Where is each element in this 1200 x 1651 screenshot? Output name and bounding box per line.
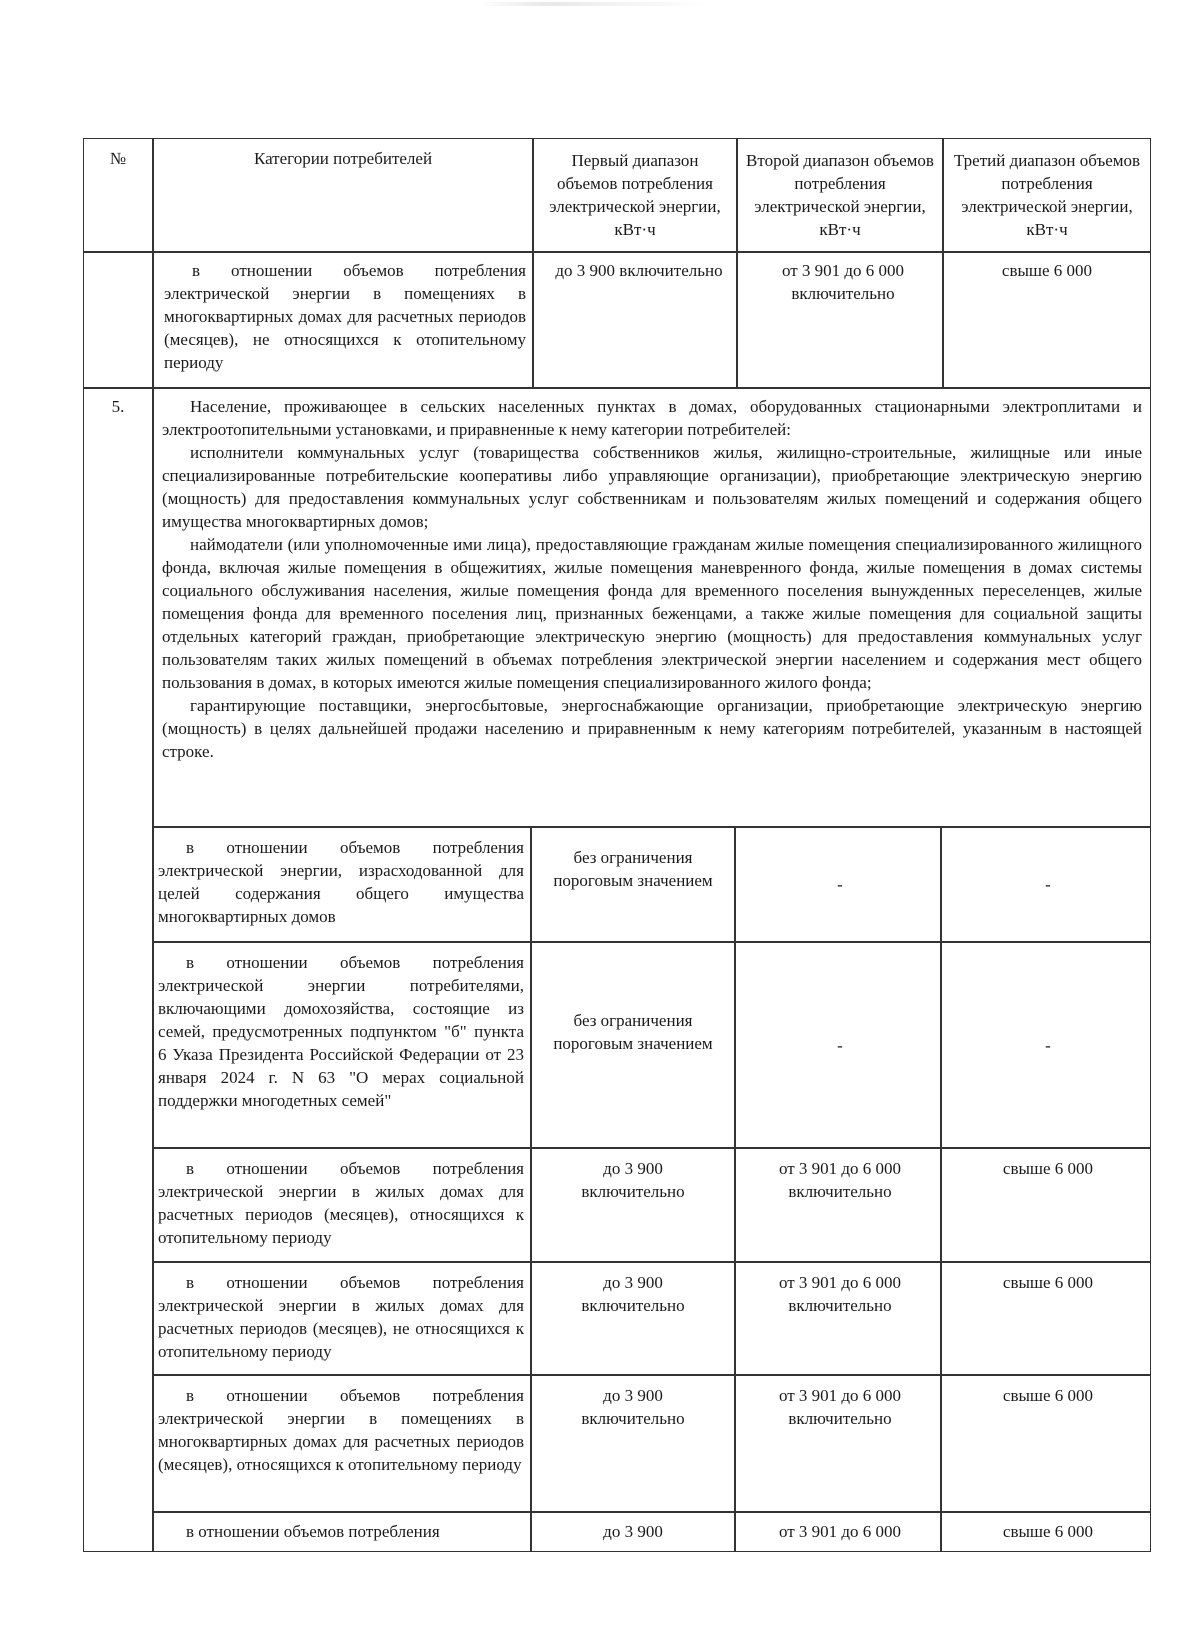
- rule-col-r1-bottom: [734, 826, 736, 1551]
- row5-range2: от 3 901 до 6 000 включительно: [778, 1386, 902, 1428]
- row6-category: в отношении объемов потребления: [186, 1522, 440, 1541]
- rule-col-num: [152, 139, 154, 1551]
- rule-header-bottom: [84, 251, 1150, 253]
- row4-range2: от 3 901 до 6 000 включительно: [778, 1273, 902, 1315]
- row5-range1: до 3 900 включительно: [581, 1386, 685, 1428]
- top-row-range3: свыше 6 000: [1001, 261, 1093, 280]
- row2-range2: -: [837, 1036, 843, 1055]
- top-row-category: в отношении объемов потребления электрической энергии в помещениях в многоквартирных домах для расчетных периодов (месяцев), не относящихся к отопительному периоду: [164, 261, 526, 372]
- section5-description: [162, 395, 1142, 763]
- rule-col-r2-top: [942, 139, 944, 387]
- section5-paragraph-intro: Население, проживающее в сельских населенных пунктах в домах, оборудованных стационарными электроплитами и электроотопительными установками, и приравненные к нему категории потребителей:: [162, 397, 1142, 439]
- rule-col-r2-bottom: [940, 826, 942, 1551]
- scan-artifact: [478, 2, 708, 6]
- row2-range3: -: [1045, 1036, 1051, 1055]
- header-range2: Второй диапазон объемов потребления электрической энергии, кВт·ч: [746, 151, 934, 239]
- rule-col-cat-bottom: [530, 826, 532, 1551]
- row4-range1: до 3 900 включительно: [581, 1273, 685, 1315]
- rule-row4-bottom: [152, 1374, 1150, 1376]
- row2-category: в отношении объемов потребления электрической энергии потребителями, включающими домохозяйства, состоящие из семей, предусмотренных подпунктом "б" пункта 6 Указа Президента Российской Федерации от 23 января 2024 г. N 63 "О мерах социальной поддержки многодетных семей": [158, 953, 524, 1110]
- top-row-range1: до 3 900 включительно: [555, 261, 723, 280]
- rule-row1-bottom: [152, 941, 1150, 943]
- row1-category: в отношении объемов потребления электрической энергии, израсходованной для целей содержания общего имущества многоквартирных домов: [158, 838, 524, 926]
- section5-number: 5.: [111, 397, 125, 416]
- header-num: №: [109, 149, 127, 168]
- row1-range3: -: [1045, 875, 1051, 894]
- row6-range3: свыше 6 000: [1002, 1522, 1094, 1541]
- row4-category: в отношении объемов потребления электрической энергии в жилых домах для расчетных периодов (месяцев), не относящихся к отопительному периоду: [158, 1273, 524, 1361]
- rule-row-top-bottom: [84, 387, 1150, 389]
- row6-range1: до 3 900: [603, 1522, 663, 1541]
- row3-range3: свыше 6 000: [1002, 1159, 1094, 1178]
- row3-range2: от 3 901 до 6 000 включительно: [778, 1159, 902, 1201]
- row5-range3: свыше 6 000: [1002, 1386, 1094, 1405]
- rule-row5-bottom: [152, 1511, 1150, 1513]
- tariff-table: [83, 138, 1151, 1552]
- row1-range1: без ограничения пороговым значением: [553, 848, 713, 890]
- row2-range1: без ограничения пороговым значением: [553, 1011, 713, 1053]
- rule-col-r1-top: [736, 139, 738, 387]
- rule-merged-bottom: [152, 826, 1150, 828]
- section5-paragraph-suppliers: гарантирующие поставщики, энергосбытовые, энергоснабжающие организации, приобретающие электрическую энергию (мощность) в целях дальнейшей продажи населению и приравненным к нему категориям потребителей, указанным в настоящей строке.: [162, 696, 1142, 761]
- rule-row2-bottom: [152, 1147, 1150, 1149]
- rule-col-cat-top: [532, 139, 534, 387]
- section5-paragraph-landlords: наймодатели (или уполномоченные ими лица), предоставляющие гражданам жилые помещения специализированного жилищного фонда, включая жилые помещения в общежитиях, жилые помещения маневренного фонда, жилые помещения в домах системы социального обслуживания населения, жилые помещения фонда для временного поселения вынужденных переселенцев, жилые помещения фонда для временного поселения лиц, признанных беженцами, а также жилые помещения для социальной защиты отдельных категорий граждан, приобретающие электрическую энергию (мощность) для предоставления коммунальных услуг пользователям таких жилых помещений в объемах потребления электрической энергии населением и содержания мест общего пользования в домах, в которых имеются жилые помещения специализированного жилого фонда;: [162, 535, 1142, 692]
- rule-row3-bottom: [152, 1261, 1150, 1263]
- row3-range1: до 3 900 включительно: [581, 1159, 685, 1201]
- section5-paragraph-executors: исполнители коммунальных услуг (товарищества собственников жилья, жилищно-строительные, жилищные или иные специализированные потребительские кооперативы либо управляющие организации), приобретающие электрическую энергию (мощность) для предоставления коммунальных услуг собственникам и пользователям жилых помещений и содержания общего имущества многоквартирных домов;: [162, 443, 1142, 531]
- row3-category: в отношении объемов потребления электрической энергии в жилых домах для расчетных периодов (месяцев), относящихся к отопительному периоду: [158, 1159, 524, 1247]
- top-row-range2: от 3 901 до 6 000 включительно: [781, 261, 905, 303]
- row1-range2: -: [837, 875, 843, 894]
- row6-range2: от 3 901 до 6 000: [778, 1522, 902, 1541]
- header-range3: Третий диапазон объемов потребления электрической энергии, кВт·ч: [953, 151, 1141, 239]
- header-category: Категории потребителей: [253, 149, 433, 168]
- row4-range3: свыше 6 000: [1002, 1273, 1094, 1292]
- header-range1: Первый диапазон объемов потребления электрической энергии, кВт·ч: [549, 151, 721, 239]
- row5-category: в отношении объемов потребления электрической энергии в помещениях в многоквартирных домах для расчетных периодов (месяцев), относящихся к отопительному периоду: [158, 1386, 524, 1474]
